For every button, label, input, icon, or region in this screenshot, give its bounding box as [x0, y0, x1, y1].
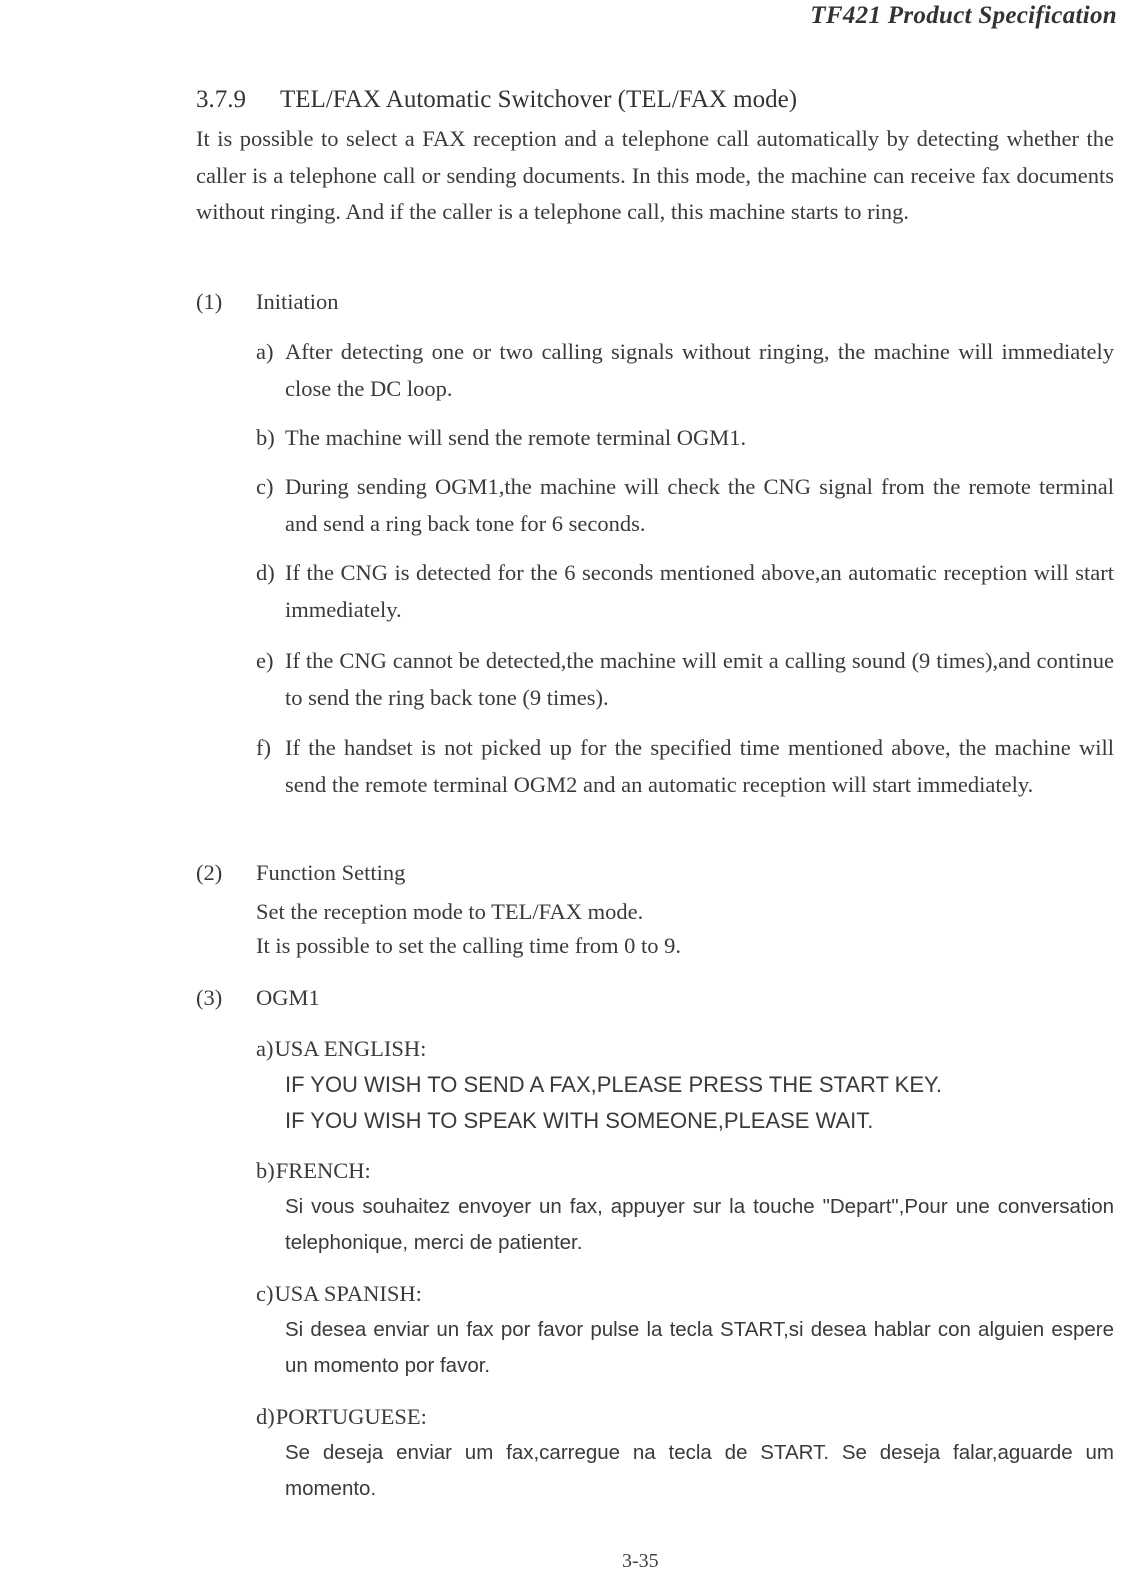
item-marker: b) [256, 425, 275, 450]
setting-line: It is possible to set the calling time from 0 to 9. [256, 933, 681, 958]
item-text: If the CNG cannot be detected,the machine will emit a calling sound (9 times),and continue to send the ring back tone (9 times). [285, 648, 1114, 710]
running-header: TF421 Product Specification [810, 2, 1117, 29]
item-marker: b) [256, 1158, 275, 1183]
ogm-language-label [256, 1031, 1114, 1067]
list-item [256, 420, 1114, 457]
section-intro [196, 121, 1114, 231]
heading-title: Initiation [256, 289, 339, 314]
heading-title: Function Setting [256, 860, 406, 885]
list-item [256, 730, 1114, 803]
ogm-message-french [256, 1153, 1114, 1261]
ogm-language-label [256, 1399, 1114, 1435]
ogm-text: Si vous souhaitez envoyer un fax, appuyer sur la touche "Depart",Pour une conversation telephonique, merci de patienter. [285, 1195, 1114, 1254]
language-name: USA ENGLISH: [274, 1036, 427, 1061]
item-marker: d) [256, 1404, 275, 1429]
language-name: PORTUGUESE: [275, 1404, 427, 1429]
item-text: If the CNG is detected for the 6 seconds mentioned above,an automatic reception will start immediately. [285, 560, 1114, 622]
section-title-text: TEL/FAX Automatic Switchover (TEL/FAX mode) [280, 86, 798, 113]
heading-number: (2) [196, 860, 223, 885]
item-text: If the handset is not picked up for the specified time mentioned above, the machine will send the remote terminal OGM2 and an automatic reception will start immediately. [285, 735, 1114, 797]
item-text: After detecting one or two calling signals without ringing, the machine will immediately close the DC loop. [285, 339, 1114, 401]
list-item [256, 555, 1114, 628]
section-number: 3.7.9 [196, 86, 246, 113]
item-marker: f) [256, 735, 271, 760]
heading-title: OGM1 [256, 985, 320, 1010]
ogm-text: Se deseja enviar um fax,carregue na tecla de START. Se deseja falar,aguarde um momento. [285, 1441, 1114, 1500]
item-marker: a) [256, 1036, 274, 1061]
item-marker: c) [256, 474, 274, 499]
ogm-message-spanish [256, 1276, 1114, 1384]
item-marker: c) [256, 1281, 274, 1306]
ogm-text-line: IF YOU WISH TO SEND A FAX,PLEASE PRESS THE START KEY. [285, 1072, 942, 1097]
ogm-language-label [256, 1153, 1114, 1189]
heading-function-setting [196, 858, 405, 888]
item-marker: a) [256, 339, 274, 364]
language-name: USA SPANISH: [274, 1281, 422, 1306]
ogm-text-line: IF YOU WISH TO SPEAK WITH SOMEONE,PLEASE WAIT. [285, 1108, 874, 1133]
heading-initiation [196, 287, 339, 317]
item-marker: e) [256, 648, 274, 673]
item-text: The machine will send the remote terminal OGM1. [285, 425, 747, 450]
item-marker: d) [256, 560, 275, 585]
language-name: FRENCH: [275, 1158, 371, 1183]
ogm-text: Si desea enviar un fax por favor pulse la tecla START,si desea hablar con alguien espere un momento por favor. [285, 1318, 1114, 1377]
page-number: 3-35 [622, 1550, 659, 1572]
heading-number: (1) [196, 289, 223, 314]
ogm-language-label [256, 1276, 1114, 1312]
intro-paragraph: It is possible to select a FAX reception and a telephone call automatically by detecting whether the caller is a telephone call or sending documents. In this mode, the machine can receive fax documents without ringing. And if the caller is a telephone call, this machine starts to ring. [196, 126, 1114, 224]
section-title [196, 86, 797, 114]
item-text: During sending OGM1,the machine will check the CNG signal from the remote terminal and send a ring back tone for 6 seconds. [285, 474, 1114, 536]
list-item [256, 643, 1114, 716]
list-item [256, 469, 1114, 542]
heading-number: (3) [196, 985, 223, 1010]
heading-ogm1 [196, 983, 320, 1013]
ogm-message-english [256, 1031, 1114, 1139]
setting-line: Set the reception mode to TEL/FAX mode. [256, 899, 644, 924]
ogm-message-portuguese [256, 1399, 1114, 1507]
list-item [256, 334, 1114, 407]
